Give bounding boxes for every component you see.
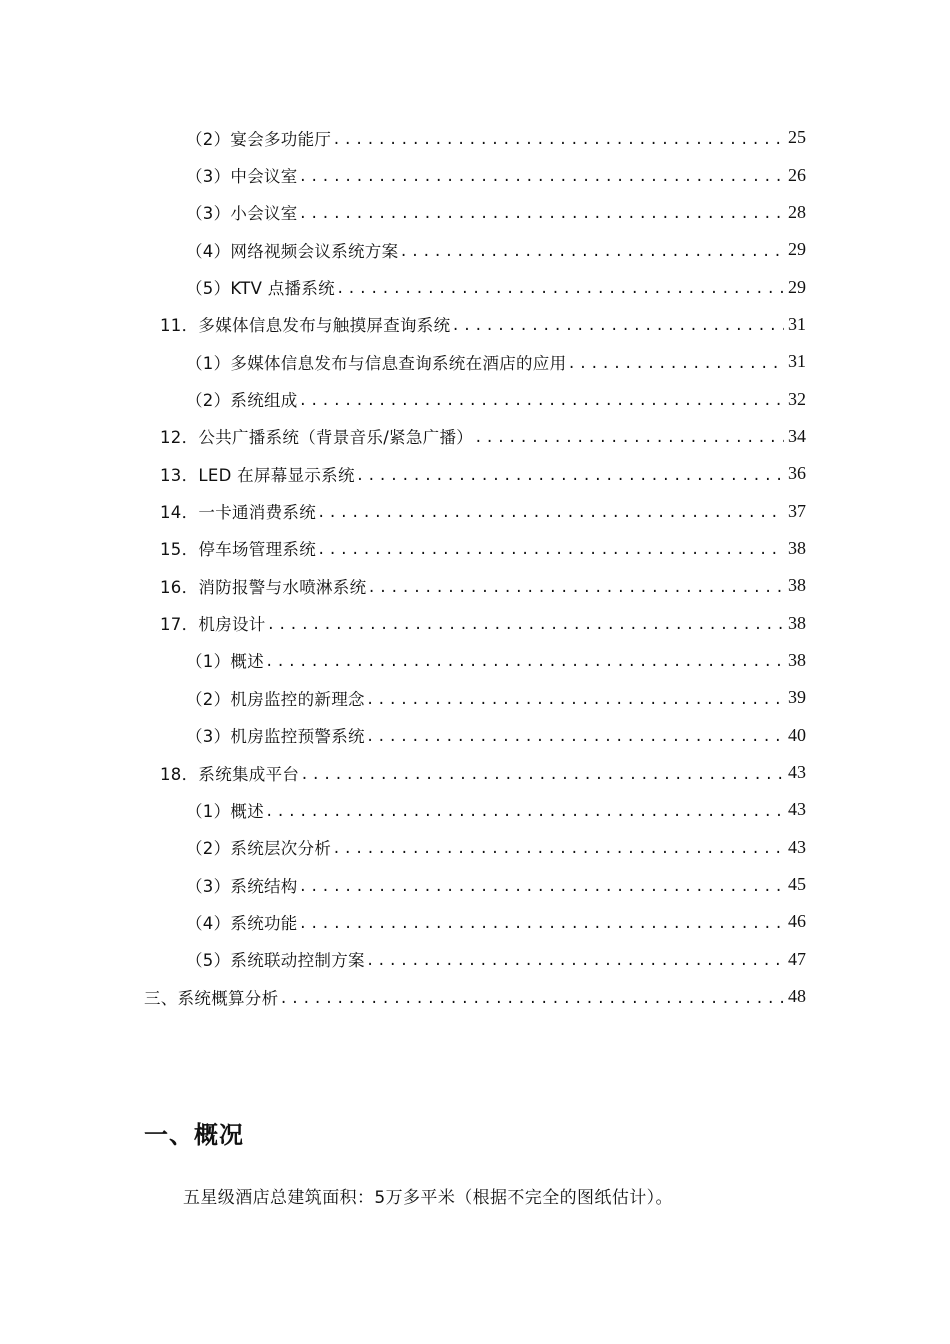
toc-entry-page-number: 36 — [788, 463, 806, 484]
toc-dot-leader — [299, 206, 784, 222]
toc-entry-page-number: 38 — [788, 575, 806, 596]
toc-dot-leader — [332, 841, 784, 857]
toc-dot-leader — [366, 729, 784, 745]
toc-dot-leader — [265, 654, 784, 670]
toc-dot-leader — [299, 916, 784, 932]
toc-entry[interactable] — [0, 941, 950, 978]
toc-entry-page-number: 48 — [788, 986, 806, 1007]
toc-entry[interactable] — [0, 530, 950, 567]
toc-entry-page-number: 25 — [788, 127, 806, 148]
toc-dot-leader — [299, 879, 784, 895]
toc-entry-title: （1）概述 — [186, 801, 264, 821]
toc-entry-page-number: 38 — [788, 537, 806, 558]
toc-entry[interactable] — [0, 343, 950, 380]
toc-dot-leader — [474, 430, 784, 446]
toc-entry[interactable] — [0, 194, 950, 231]
toc-dot-leader — [399, 244, 784, 260]
toc-entry[interactable] — [0, 306, 950, 343]
toc-entry-title: （3）中会议室 — [186, 167, 298, 187]
toc-entry-page-number: 34 — [788, 425, 806, 446]
toc-dot-leader — [279, 991, 784, 1007]
toc-entry[interactable] — [0, 679, 950, 716]
toc-dot-leader — [367, 580, 784, 596]
toc-entry[interactable] — [0, 754, 950, 791]
toc-entry-title: （2）机房监控的新理念 — [186, 689, 365, 709]
toc-entry[interactable] — [0, 418, 950, 455]
toc-dot-leader — [267, 617, 784, 633]
toc-entry-page-number: 43 — [788, 762, 806, 783]
toc-entry-page-number: 31 — [788, 351, 806, 372]
toc-entry-page-number: 40 — [788, 724, 806, 745]
toc-entry-page-number: 29 — [788, 276, 806, 297]
toc-entry[interactable] — [0, 380, 950, 417]
toc-entry[interactable] — [0, 156, 950, 193]
toc-entry-page-number: 39 — [788, 687, 806, 708]
section-heading: 一、概况 — [144, 1121, 244, 1149]
toc-entry-title: （1）概述 — [186, 652, 264, 672]
toc-entry[interactable] — [0, 268, 950, 305]
toc-entry-title: （2）系统组成 — [186, 391, 298, 411]
toc-entry[interactable] — [0, 978, 950, 1015]
toc-entry-title: （5）KTV 点播系统 — [186, 279, 335, 299]
toc-dot-leader — [265, 804, 784, 820]
toc-dot-leader — [356, 468, 784, 484]
toc-entry-title: 13．LED 在屏幕显示系统 — [160, 465, 355, 485]
toc-entry[interactable] — [0, 903, 950, 940]
toc-entry[interactable] — [0, 642, 950, 679]
toc-entry-page-number: 37 — [788, 500, 806, 521]
toc-entry-page-number: 38 — [788, 612, 806, 633]
toc-entry-title: 11．多媒体信息发布与触摸屏查询系统 — [160, 316, 451, 336]
body-paragraph: 五星级酒店总建筑面积：5万多平米（根据不完全的图纸估计）。 — [183, 1188, 673, 1208]
toc-entry[interactable] — [0, 567, 950, 604]
toc-entry[interactable] — [0, 866, 950, 903]
toc-entry[interactable] — [0, 604, 950, 641]
toc-entry[interactable] — [0, 119, 950, 156]
toc-entry-title: （1）多媒体信息发布与信息查询系统在酒店的应用 — [186, 353, 567, 373]
toc-entry-title: 16．消防报警与水喷淋系统 — [160, 577, 367, 597]
table-of-contents — [0, 119, 950, 1015]
toc-entry-title: （3）小会议室 — [186, 204, 298, 224]
toc-entry[interactable] — [0, 455, 950, 492]
toc-entry[interactable] — [0, 231, 950, 268]
toc-dot-leader — [567, 356, 784, 372]
toc-entry-page-number: 31 — [788, 313, 806, 334]
toc-dot-leader — [317, 542, 784, 558]
toc-entry-title: 三、系统概算分析 — [144, 988, 279, 1008]
toc-entry[interactable] — [0, 829, 950, 866]
toc-entry-page-number: 26 — [788, 164, 806, 185]
toc-dot-leader — [299, 393, 784, 409]
toc-entry-title: （2）系统层次分析 — [186, 839, 332, 859]
toc-entry[interactable] — [0, 791, 950, 828]
toc-dot-leader — [336, 281, 784, 297]
toc-dot-leader — [300, 767, 784, 783]
toc-dot-leader — [299, 169, 784, 185]
toc-dot-leader — [366, 953, 784, 969]
toc-entry-page-number: 38 — [788, 649, 806, 670]
toc-entry-page-number: 28 — [788, 201, 806, 222]
toc-entry-page-number: 29 — [788, 239, 806, 260]
toc-dot-leader — [366, 692, 784, 708]
toc-dot-leader — [451, 318, 784, 334]
toc-entry-page-number: 43 — [788, 836, 806, 857]
toc-entry-page-number: 32 — [788, 388, 806, 409]
toc-entry-title: 17．机房设计 — [160, 615, 266, 635]
toc-entry-title: （4）系统功能 — [186, 913, 298, 933]
toc-entry-page-number: 46 — [788, 911, 806, 932]
toc-dot-leader — [317, 505, 784, 521]
toc-entry[interactable] — [0, 717, 950, 754]
toc-dot-leader — [332, 132, 784, 148]
toc-entry-page-number: 45 — [788, 874, 806, 895]
toc-entry-title: （3）系统结构 — [186, 876, 298, 896]
toc-entry-title: 15．停车场管理系统 — [160, 540, 316, 560]
toc-entry-title: 18．系统集成平台 — [160, 764, 300, 784]
toc-entry-title: （5）系统联动控制方案 — [186, 951, 365, 971]
toc-entry-title: （4）网络视频会议系统方案 — [186, 241, 399, 261]
toc-entry-page-number: 43 — [788, 799, 806, 820]
toc-entry[interactable] — [0, 492, 950, 529]
toc-entry-title: （2）宴会多功能厅 — [186, 129, 332, 149]
toc-entry-title: （3）机房监控预警系统 — [186, 727, 365, 747]
toc-entry-title: 12．公共广播系统（背景音乐/紧急广播） — [160, 428, 474, 448]
toc-entry-page-number: 47 — [788, 948, 806, 969]
toc-entry-title: 14．一卡通消费系统 — [160, 503, 316, 523]
